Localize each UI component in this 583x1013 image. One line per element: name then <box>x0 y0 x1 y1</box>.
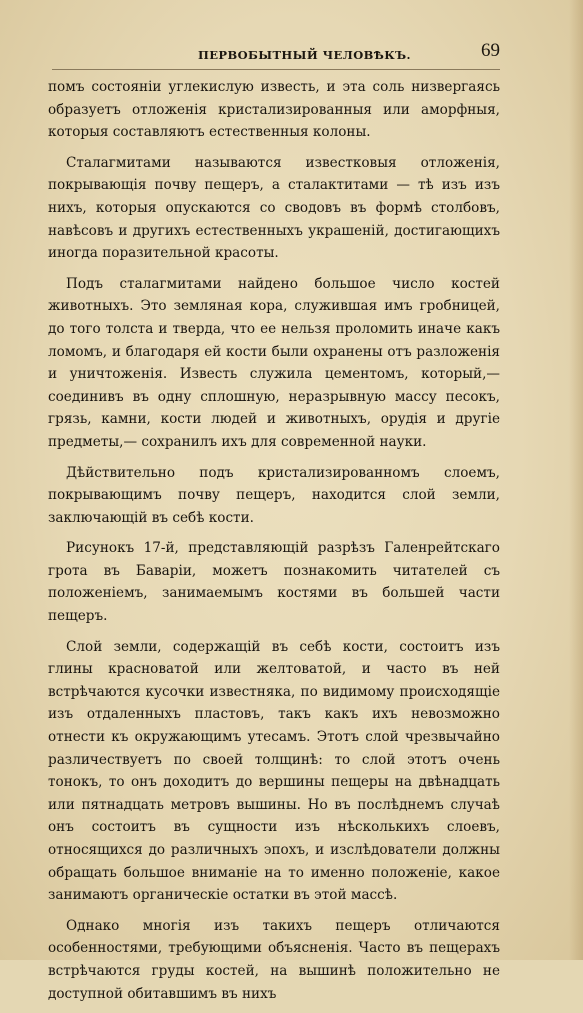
paragraph-earth-layer: Дѣйствительно подъ кристализированномъ слоемъ, покрывающимъ почву пещеръ, находится слой земли, заключающій въ себѣ кости. <box>48 464 500 526</box>
paragraph-bones-under-stalagmites: Подъ сталагмитами найдено большое число костей животныхъ. Это земляная кора, служившая имъ гробницей, до того толста и тверда, что ее нельзя проломить иначе какъ ломомъ, и благодаря ей кости были охранены отъ разложенія и уничтоженія. Известь служила цементомъ, который,— соединивъ въ одну сплошную, неразрывную массу песокъ, грязь, камни, кости людей и животныхъ, орудія и другіе предметы,— сохранилъ ихъ для современной науки. <box>48 275 500 450</box>
page-header <box>48 40 500 70</box>
paragraph-figure-reference: Рисунокъ 17-й, представляющій разрѣзъ Галенрейтскаго грота въ Баваріи, можетъ познакомить читателей съ положеніемъ, занимаемымъ костями въ большей части пещеръ. <box>48 540 500 625</box>
running-title: ПЕРВОБЫТНЫЙ ЧЕЛОВѢКЪ. <box>198 48 411 62</box>
paragraph-continuation: помъ состояніи углекислую известь, и эта соль низвергаясь образуетъ отложенія кристализированныя или аморфныя, которыя составляютъ естественныя колоны. <box>48 79 500 141</box>
paragraph-stalagmites-definition: Сталагмитами называются известковыя отложенія, покрывающія почву пещеръ, а сталактитами — тѣ изъ изъ нихъ, которыя опускаются со сводовъ въ формѣ столбовъ, навѣсовъ и другихъ естественныхъ украшеній, достигающихъ иногда поразительной красоты. <box>48 154 500 262</box>
header-rule <box>52 69 500 70</box>
paragraph-layer-composition: Слой земли, содержащій въ себѣ кости, состоитъ изъ глины красноватой или желтоватой, и часто въ ней встрѣчаются кусочки известняка, по видимому происходящіе изъ отдаленныхъ пластовъ, такъ какъ ихъ невозможно отнести къ окружающимъ утесамъ. Этотъ слой чрезвычайно различествуетъ по своей толщинѣ: то слой этотъ очень тонокъ, то онъ доходитъ до вершины пещеры на двѣнадцать или пятнадцать метровъ вышины. Но въ послѣднемъ случаѣ онъ состоитъ въ сущности изъ нѣсколькихъ слоевъ, относящихся до различныхъ эпохъ, и изслѣдователи должны обращать большое вниманіе на то именно положеніе, какое занимаютъ органическіе остатки въ этой массѣ. <box>48 638 500 904</box>
paragraph-peculiarities: Однако многія изъ такихъ пещеръ отличаются особенностями, требующими объясненія. Часто въ пещерахъ встрѣчаются груды костей, на вышинѣ положительно не доступной обитавшимъ въ нихъ <box>48 917 500 1002</box>
page-edge-shadow <box>569 0 583 960</box>
page-number: 69 <box>481 40 500 61</box>
body-text <box>48 76 500 1013</box>
